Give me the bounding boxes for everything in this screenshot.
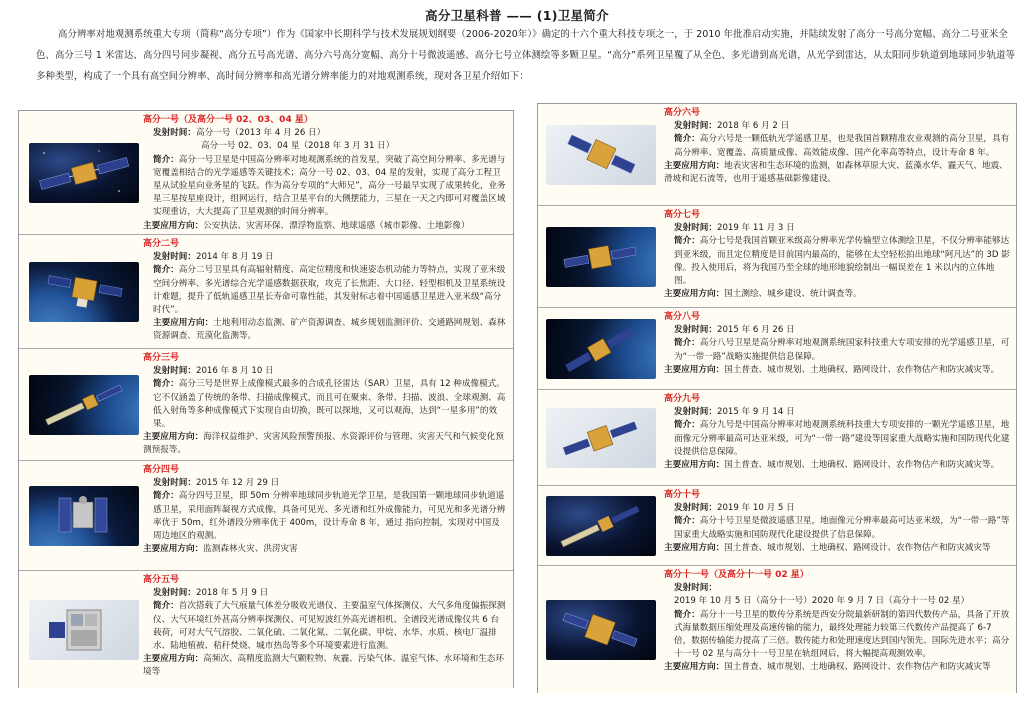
- app-text: 监测森林火灾、洪涝灾害: [203, 544, 298, 555]
- sat-card-gf7: [538, 206, 1016, 308]
- launch-label: 发射时间：: [674, 223, 717, 234]
- app-label: 主要应用方向：: [664, 542, 725, 553]
- brief-text: 高分四号卫星，即 50m 分辨率地球同步轨道光学卫星，是我国第一颗地球同步轨道遥感卫星，采用面阵凝视方式成像，具备可见光、多光谱和红外成像能力，可见光和多光谱分辨率优于 50m，红外谱段分辨率优于 400m，设计寿命 8 年，通过 指向控制，实现对中国及周边地区的观测。: [153, 491, 506, 542]
- brief-text: 高分七号是我国首颗亚米级高分辨率光学传输型立体测绘卫星，不仅分辨率能够达到亚米级，而且定位精度是目前国内最高的，能够在太空轻松拍出地球“阿凡达”的 3D 影像。投入使用后，将为我国乃至全球的地形地貌绘制出一幅误差在 1 米以内的立体地图。: [674, 236, 1010, 287]
- sat-card-gf10: [538, 486, 1016, 566]
- brief-label: 简介：: [674, 516, 700, 527]
- launch-value: 2018 年 6 月 2 日: [716, 121, 790, 132]
- app-text: 国土测绘、城乡建设、统计调查等。: [724, 289, 862, 300]
- launch-value: 2015 年 9 月 14 日: [716, 407, 795, 418]
- sat-name: 高分二号: [143, 239, 180, 249]
- satellite-icon: [546, 227, 656, 287]
- app-text: 国土普查、城市规划、土地确权、路网设计、农作物估产和防灾减灾等。: [724, 460, 1000, 471]
- brief-text: 高分十号卫星是微波遥感卫星，地面像元分辨率最高可达亚米级，为“一带一路”等国家重大战略实施和国防现代化建设提供了信息保障。: [674, 516, 1010, 540]
- page-title: 高分卫星科普 —— (1)卫星简介: [425, 8, 609, 23]
- app-label: 主要应用方向：: [143, 654, 204, 665]
- launch-value: 2019 年 10 月 5 日（高分十一号）2020 年 9 月 7 日（高分十一号 02 星）: [674, 596, 970, 607]
- app-text: 国土普查、城市规划、土地确权、路网设计、农作物估产和防灾减灾等。: [724, 364, 1000, 375]
- launch-value: 2018 年 5 月 9 日: [195, 588, 269, 599]
- brief-label: 简介：: [153, 379, 179, 390]
- right-column: [537, 103, 1017, 693]
- brief-label: 简介：: [674, 420, 700, 431]
- sat-card-gf11: [538, 566, 1016, 694]
- sat-name: 高分五号: [143, 575, 180, 585]
- satellite-icon: [546, 600, 656, 660]
- brief-label: 简介：: [153, 601, 179, 612]
- launch-label: 发射时间：: [674, 121, 717, 132]
- brief-label: 简介：: [153, 265, 179, 276]
- brief-text: 高分六号是一颗低轨光学遥感卫星，也是我国首颗精准农业观测的高分卫星，具有高分辨率、宽覆盖、高质量成像、高效能成像、国产化率高等特点，设计寿命 8 年。: [674, 134, 1010, 158]
- brief-label: 简介：: [153, 491, 179, 502]
- launch-value-2: 高分一号 02、03、04 星（2018 年 3 月 31 日）: [201, 141, 395, 152]
- sat-card-gf6: [538, 104, 1016, 206]
- app-label: 主要应用方向：: [664, 364, 725, 375]
- app-label: 主要应用方向：: [143, 544, 204, 555]
- sat-card-gf9: [538, 390, 1016, 486]
- launch-value: 2019 年 10 月 5 日: [716, 503, 795, 514]
- sat-name: 高分一号（及高分一号 02、03、04 星）: [143, 115, 313, 125]
- brief-label: 简介：: [674, 338, 700, 349]
- app-label: 主要应用方向：: [664, 662, 725, 673]
- brief-text: 高分一号卫星是中国高分辨率对地观测系统的首发星，突破了高空间分辨率、多光谱与宽覆盖相结合的光学遥感等关键技术；高分一号 02、03、04 星的发射，实现了高分工程卫星从试验星向业务星的飞跃。作为高分专项的“大师兄”，高分一号最早实现了成果转化，业务星三星按星座设计，组网运行，结合卫星平台的大侧摆能力，三星在一天之内即可对覆盖区域实现重访，大大提高了卫星观测的时间分辨率。: [153, 154, 506, 218]
- satellite-icon: [29, 262, 139, 322]
- satellite-icon: [29, 486, 139, 546]
- launch-label: 发射时间：: [153, 588, 196, 599]
- app-text: 国土普查、城市规划、土地确权、路网设计、农作物估产和防灾减灾等: [724, 662, 991, 673]
- brief-text: 高分八号卫星是高分辨率对地观测系统国家科技重大专项安排的光学遥感卫星，可为“一带一路”战略实施提供信息保障。: [674, 338, 1010, 362]
- sat-name: 高分八号: [664, 312, 701, 322]
- app-text: 土地利用动态监测、矿产资源调查、城乡规划监测评价、交通路网规划、森林资源调查、荒漠化监测等。: [153, 318, 506, 342]
- launch-value: 高分一号（2013 年 4 月 26 日）: [195, 128, 326, 139]
- sat-card-gf5: [19, 571, 513, 689]
- app-text: 国土普查、城市规划、土地确权、路网设计、农作物估产和防灾减灾等: [724, 542, 991, 553]
- sat-card-gf8: [538, 308, 1016, 390]
- sat-card-gf3: [19, 349, 513, 461]
- satellite-icon: [29, 143, 139, 203]
- app-label: 主要应用方向：: [153, 318, 214, 329]
- launch-label: 发射时间：: [674, 503, 717, 514]
- radar-satellite-icon: [29, 375, 139, 435]
- app-label: 主要应用方向：: [143, 432, 204, 443]
- launch-value: 2019 年 11 月 3 日: [716, 223, 795, 234]
- sat-card-gf1: [19, 111, 513, 235]
- sat-name: 高分十号: [664, 490, 701, 500]
- launch-value: 2016 年 8 月 10 日: [195, 366, 274, 377]
- launch-label: 发射时间：: [153, 128, 196, 139]
- sat-name: 高分七号: [664, 210, 701, 220]
- radar-satellite-icon: [546, 496, 656, 556]
- sat-card-gf2: [19, 235, 513, 349]
- sat-name: 高分四号: [143, 465, 180, 475]
- launch-value: 2014 年 8 月 19 日: [195, 252, 274, 263]
- launch-label: 发射时间：: [674, 407, 717, 418]
- launch-label: 发射时间：: [153, 478, 196, 489]
- app-text: 海洋权益维护、灾害风险预警预报、水资源评价与管理、灾害天气和气候变化预测预报等。: [143, 432, 504, 456]
- intro-paragraph: 高分辨率对地观测系统重大专项（简称“高分专项”）作为《国家中长期科学与技术发展规划纲要（2006-2020年）》确定的十六个重大科技专项之一，于 2010 年批准启动实施，并陆续发射了高分一号高分宽幅、高分二号亚米全色、高分三号 1 米雷达、高分四号同步凝视、高分五号高光谱、高分六号高分宽幅、高分十号微波遥感、高分七号立体测绘等多颗卫星。“高分”系列卫星覆了从全色、多光谱到高光谱，从光学到雷达，从太阳同步轨道到地球同步轨道等多种类型，构成了一个具有高空间分辨率、高时间分辨率和高光谱分辨率能力的对地观测系统，现对各卫星介绍如下：: [36, 29, 1016, 82]
- brief-text: 高分三号是世界上成像模式最多的合成孔径雷达（SAR）卫星，具有 12 种成像模式。它不仅涵盖了传统的条带、扫描成像模式，而且可在聚束、条带、扫描、波浪、全球观测、高低入射角等多种成像模式下实现自由切换，既可以探地，又可以观海，达到“一星多用”的效果。: [153, 379, 506, 430]
- sat-name: 高分六号: [664, 108, 701, 118]
- sat-name: 高分三号: [143, 353, 180, 363]
- brief-label: 简介：: [674, 236, 700, 247]
- app-text: 地表灾害和生态环境的监测，如森林草原大灾、蓝藻水华、霾天气、地震、滑坡和泥石流等，也用于遥感基础影像建设。: [664, 160, 1008, 185]
- satellite-icon: [29, 600, 139, 660]
- app-text: 公安执法、灾害环保、漂浮物监察、地球遥感（城市影像、土地影像）: [203, 220, 470, 231]
- brief-text: 高分十一号卫星的数传分系统是西安分院最新研制的第四代数传产品，具备了开放式海量数据压缩处理及高速传输的能力，最终处理能力较第三代数传产品提高了 6-7 倍，数据传输能力提高了三倍。数传能力和处理速度达到国内领先、国际先进水平；高分十一号 02 星与高分十一号卫星在轨组网后，将大幅提高观测效率。: [674, 609, 1010, 660]
- sat-card-gf4: [19, 461, 513, 571]
- launch-label: 发射时间：: [153, 252, 196, 263]
- satellite-icon: [546, 319, 656, 379]
- brief-text: 高分二号卫星具有高辐射精度、高定位精度和快速姿态机动能力等特点，实现了亚米级空间分辨率、多光谱综合光学遥感数据获取，攻克了长焦距、大口径、轻型相机及卫星系统设计难题，提升了低轨遥感卫星长寿命可靠性能，其发射标志着中国遥感卫星进入亚米级“高分时代”。: [153, 265, 506, 316]
- app-label: 主要应用方向：: [664, 289, 725, 300]
- launch-value: 2015 年 12 月 29 日: [195, 478, 280, 489]
- brief-label: 简介：: [674, 609, 700, 620]
- sat-name: 高分十一号（及高分十一号 02 星）: [664, 570, 809, 580]
- launch-label: 发射时间：: [153, 366, 196, 377]
- left-column: [18, 110, 514, 688]
- brief-label: 简介：: [674, 134, 700, 145]
- app-text: 高频次、高精度监测大气颗粒物、灰霾、污染气体、温室气体、水环境和生态环境等: [143, 654, 504, 678]
- satellite-icon: [546, 125, 656, 185]
- launch-value: 2015 年 6 月 26 日: [716, 325, 795, 336]
- launch-label: 发射时间：: [674, 325, 717, 336]
- brief-text: 首次搭载了大气痕量气体差分吸收光谱仪、主要温室气体探测仪、大气多角度偏振探测仪、大气环境红外甚高分辨率探测仪、可见短波红外高光谱相机、全谱段光谱成像仪共 6 台载荷，可对大气气溶胶、二氧化硫、二氧化氮、二氧化碳、甲烷、水华、水质、核电厂温排水、陆地植被、秸秆焚烧、城市热岛等多个环境要素进行监测。: [153, 601, 506, 652]
- app-label: 主要应用方向：: [664, 160, 725, 171]
- sat-name: 高分九号: [664, 394, 701, 404]
- app-label: 主要应用方向：: [143, 220, 204, 231]
- satellite-icon: [546, 408, 656, 468]
- brief-label: 简介：: [153, 154, 179, 165]
- launch-label: 发射时间：: [674, 583, 717, 594]
- app-label: 主要应用方向：: [664, 460, 725, 471]
- brief-text: 高分九号是中国高分辨率对地观测系统科技重大专项安排的一颗光学遥感卫星，地面像元分辨率最高可达亚米级，可为“一带一路”建设等国家重大战略实施和国防现代化建设提供信息保障。: [674, 420, 1010, 457]
